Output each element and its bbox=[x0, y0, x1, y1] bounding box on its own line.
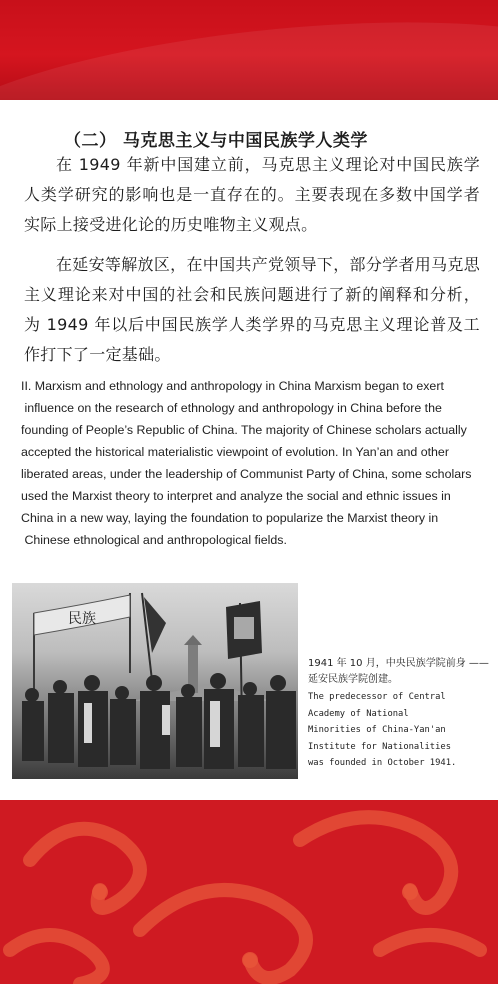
photo-banner-text: 民族 bbox=[68, 611, 96, 627]
english-line: used the Marxist theory to interpret and analyze the social and ethnic issues in bbox=[21, 489, 451, 503]
english-line: accepted the historical materialistic viewpoint of evolution. In Yan’an and other bbox=[21, 445, 449, 459]
bottom-red-band bbox=[0, 800, 498, 984]
top-band-sweep bbox=[0, 0, 498, 100]
english-translation bbox=[21, 375, 486, 551]
chinese-paragraph-1: 在 1949 年新中国建立前，马克思主义理论对中国民族学人类学研究的影响也是一直存在的。主要表现在多数中国学者实际上接受进化论的历史唯物主义观点。 bbox=[24, 155, 480, 234]
top-red-band bbox=[0, 0, 498, 100]
english-line: influence on the research of ethnology and anthropology in China before the bbox=[21, 401, 442, 415]
english-line: II. Marxism and ethnology and anthropology in China Marxism began to exert bbox=[21, 379, 444, 393]
english-line: liberated areas, under the leadership of Communist Party of China, some scholars bbox=[21, 467, 472, 481]
historical-photo bbox=[12, 583, 298, 779]
english-line: founding of People’s Republic of China. The majority of Chinese scholars actually bbox=[21, 423, 467, 437]
section-heading: （二） 马克思主义与中国民族学人类学 bbox=[64, 131, 368, 151]
chinese-paragraph-2: 在延安等解放区，在中国共产党领导下，部分学者用马克思主义理论来对中国的社会和民族问题进行了新的阐释和分析，为 1949 年以后中国民族学人类学界的马克思主义理论普及工作打下了一定基础。 bbox=[24, 255, 480, 364]
photo-caption-english: The predecessor of Central Academy of National Minorities of China-Yan'an Institute for Nationalities was founded in October 1941. bbox=[308, 692, 457, 768]
english-line: Chinese ethnological and anthropological fields. bbox=[21, 533, 287, 547]
photo-caption-chinese: 1941 年 10 月，中央民族学院前身 —— 延安民族学院创建。 bbox=[308, 658, 489, 685]
photo-illustration bbox=[12, 583, 298, 779]
cloud-ornament bbox=[0, 800, 498, 984]
english-line: China in a new way, laying the foundation to popularize the Marxist theory in bbox=[21, 511, 439, 525]
